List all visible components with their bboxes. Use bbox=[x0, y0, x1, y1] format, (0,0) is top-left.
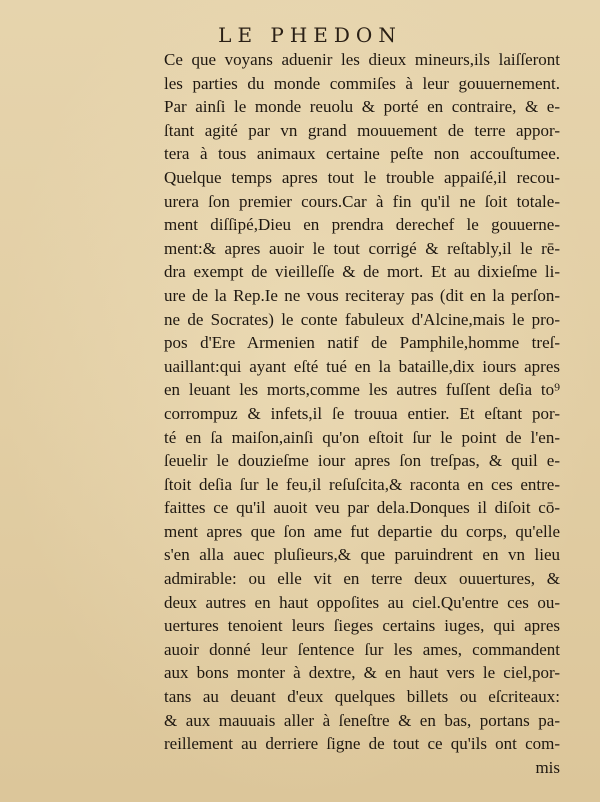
text-line: dra exempt de vieilleſſe & de mort. Et au dixieſme li- bbox=[164, 262, 560, 282]
catchword: mis bbox=[535, 757, 560, 777]
text-line: ſtoit deſia ſur le feu,il reſuſcita,& raconta en ces entre- bbox=[164, 474, 560, 494]
text-line: les parties du monde commiſes à leur gouuernement. bbox=[164, 73, 560, 93]
text-line: ment apres que ſon ame fut departie du corps, qu'elle bbox=[164, 521, 560, 541]
text-line: admirable: ou elle vit en terre deux ouuertures, & bbox=[164, 569, 560, 589]
text-line: uaillant:qui ayant eſté tué en la bataille,dix iours apres bbox=[164, 356, 560, 376]
text-line: ſtant agité par vn grand mouuement de terre appor- bbox=[164, 120, 560, 140]
text-line: auoir donné leur ſentence ſur les ames, commandent bbox=[164, 639, 560, 659]
text-line: Quelque temps apres tout le trouble appaiſé,il recou- bbox=[164, 167, 560, 187]
text-line: pos d'Ere Armenien natif de Pamphile,homme treſ- bbox=[164, 333, 560, 353]
text-line: & aux mauuais aller à ſeneſtre & en bas, portans pa- bbox=[164, 710, 560, 730]
text-line: té en ſa maiſon,ainſi qu'on eſtoit ſur le point de l'en- bbox=[164, 427, 560, 447]
text-line: urera ſon premier cours.Car à fin qu'il ne ſoit totale- bbox=[164, 191, 560, 211]
text-line: tans au deuant d'eux quelques billets ou eſcriteaux: bbox=[164, 687, 560, 707]
text-line: ment:& apres auoir le tout corrigé & reſtably,il le rē- bbox=[164, 238, 560, 258]
text-line: ne de Socrates) le conte fabuleux d'Alcine,mais le pro- bbox=[164, 309, 560, 329]
text-line: reillement au derriere ſigne de tout ce qu'ils ont com- bbox=[164, 734, 560, 754]
text-line: faittes ce qu'il auoit veu par dela.Donques il diſoit cō- bbox=[164, 498, 560, 518]
text-line: uertures tenoient leurs ſieges certains iuges, qui apres bbox=[164, 616, 560, 636]
text-line: corrompuz & infets,il ſe trouua entier. Et eſtant por- bbox=[164, 403, 560, 423]
running-head: LE PHEDON bbox=[218, 23, 402, 47]
body-text bbox=[164, 48, 560, 779]
text-line: Par ainſi le monde reuolu & porté en contraire, & e- bbox=[164, 97, 560, 117]
text-line: aux bons monter à dextre, & en haut vers le ciel,por- bbox=[164, 663, 560, 683]
text-line: tera à tous animaux certaine peſte non accouſtumee. bbox=[164, 144, 560, 164]
text-line: s'en alla auec pluſieurs,& que paruindrent en vn lieu bbox=[164, 545, 560, 565]
text-line: Ce que voyans aduenir les dieux mineurs,ils laiſſeront bbox=[164, 50, 560, 69]
text-line: deux autres en haut oppoſites au ciel.Qu'entre ces ou- bbox=[164, 592, 560, 612]
text-line: ure de la Rep.Ie ne vous reciteray pas (dit en la perſon- bbox=[164, 285, 560, 305]
text-line: ſeuelir le douzieſme iour apres ſon treſpas, & quil e- bbox=[164, 451, 560, 471]
text-line: en leuant les morts,comme les autres fuſſent deſia to⁹ bbox=[164, 380, 560, 400]
text-line: ment diſſipé,Dieu en prendra derechef le gouuerne- bbox=[164, 215, 560, 235]
